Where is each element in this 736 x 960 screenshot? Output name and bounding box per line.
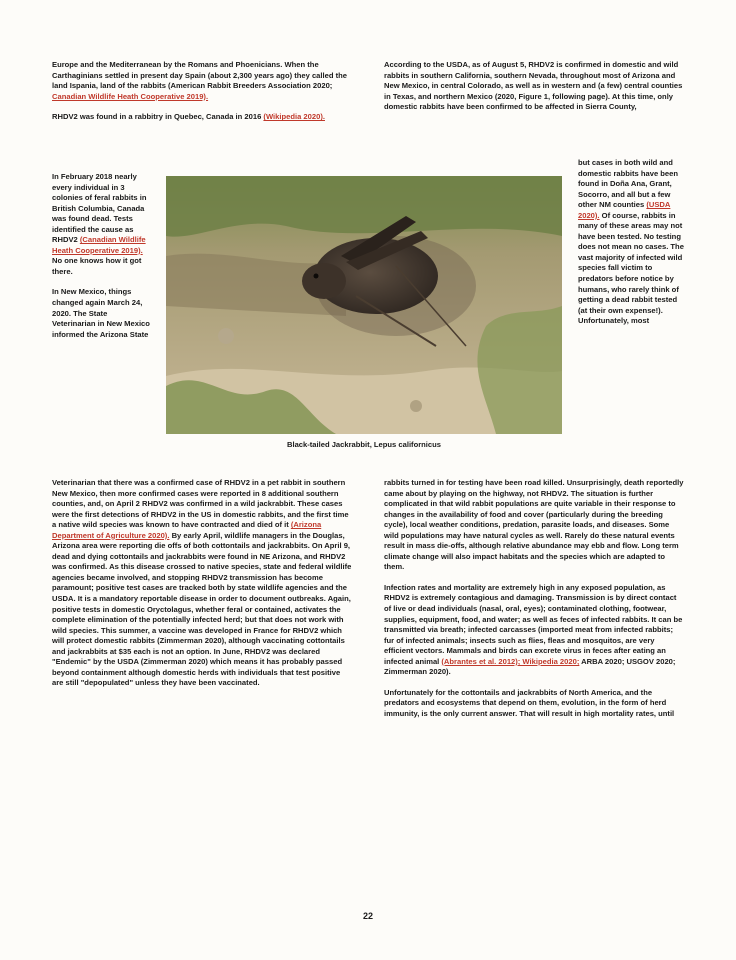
left-column-narrow (52, 172, 152, 350)
link-arizona-agriculture[interactable]: (Arizona Department of Agriculture 2020). (52, 520, 322, 540)
link-abrantes-wikipedia[interactable]: (Abrantes et al. 2012); Wikipedia 2020; (441, 656, 580, 666)
paragraph-infection: Infection rates and mortality are extremely high in any exposed population, as RHDV2 is extremely contagious and damaging. Transmission is by direct contact of live or dead individuals (nasal, oral, eyes); contaminated clothing, footwear, supplies, equipment, food, and water; as well as feces of infected rabbits. It can be transmitted via breath; infected carcasses (imported meat from infected rabbits; fur of infected animals; insects such as flies, fleas and mosquitos, are very efficient vectors. Mammals and birds can excrete virus in feces after eating an infected animal (Abrantes et al. 2012); Wikipedia 2020; ARBA 2020; USGOV 2020; Zimmerman 2020). (384, 582, 683, 677)
left-column-bottom (52, 478, 352, 699)
paragraph-usda: According to the USDA, as of August 5, RHDV2 is confirmed in domestic and wild rabbits in southern California, southern Nevada, throughout most of Arizona and New Mexico, in central Colorado, as well as in western and (a few) central counties in Texas, and northern Mexico (2020, Figure 1, following page). At this time, only domestic rabbits have been confirmed to be affected in Sierra County, (384, 60, 683, 112)
paragraph-herd-immunity: Unfortunately for the cottontails and jackrabbits of North America, and the predators and ecosystems that depend on them, evolution, in the form of herd immunity, is the only current answer. That will result in high mortality rates, until (384, 687, 675, 718)
right-column-narrow (578, 158, 684, 337)
paragraph-veterinarian: Veterinarian that there was a confirmed case of RHDV2 in a pet rabbit in southern New Mexico, then more confirmed cases were reported in 8 additional southern counties, and, on April 2 RHDV2 was confirmed in a wild jackrabbit. These cases were the first detections of RHDV2 in the US in domestic rabbits, and the first time a native wild species was known to have contracted and died of it (Arizona Department of Agriculture 2020). By early April, wildlife managers in the Douglas, Arizona area were reporting die offs of both cottontails and jackrabbits. On April 9, dead and dying cottontails and jackrabbits were found in NE Arizona, and RHDV2 was confirmed. As this disease crossed to native species, state and federal wildlife agencies became involved, and stopping RHDV2 transmission has become paramount; positive test cases are tracked both by state wildlife agencies and the USDA. It is a mandatory reportable disease in order to document outbreaks. Again, positive tests in domestic Oryctolagus, whether feral or contained, activates the complete elimination of the potentially infected herd; but that does not work with wild species. This summer, a vaccine was developed in France for RHDV2 which will protect domestic rabbits (Zimmerman 2020), although vaccinating cottontails and jackrabbits at $35 each is not an option. In June, RHDV2 was declared "Endemic" by the USDA (Zimmerman 2020) which means it has probably passed beyond containment although domestic herds with individuals that test positive are still "depopulated" unless they have been vaccinated. (52, 478, 352, 688)
right-column-bottom (384, 478, 684, 729)
jackrabbit-photo (166, 176, 562, 434)
link-canadian-wildlife-2[interactable]: (Canadian Wildlife Heath Cooperative 2019). (52, 235, 146, 255)
paragraph-british-columbia: In February 2018 nearly every individual in 3 colonies of feral rabbits in British Columbia, Canada was found dead. Tests identified the cause as RHDV2 (Canadian Wildlife Heath Cooperative 2019). No one knows how it got there. (52, 172, 147, 276)
link-wikipedia[interactable]: (Wikipedia 2020). (263, 112, 325, 122)
paragraph-counties: but cases in both wild and domestic rabbits have been found in Doña Ana, Grant, Socorro, and all but a few other NM counties (USDA 2020). Of course, rabbits in many of these areas may not have been tested. No testing does not mean no cases. The vast majority of infected wild species fall victim to predators before notice by humans, who rarely think of getting a dead rabbit tested (at their own expense!). Unfortunately, most (578, 158, 684, 326)
paragraph-quebec: RHDV2 was found in a rabbitry in Quebec, Canada in 2016 (Wikipedia 2020). (52, 112, 325, 122)
page-number: 22 (362, 911, 373, 921)
jackrabbit-image (166, 176, 562, 434)
paragraph-road-kill: rabbits turned in for testing have been road killed. Unsurprisingly, death reportedly came about by playing on the highway, not RHDV2. The situation is further complicated in that wild rabbit populations are quite variable in their response to changes in the availability of food and cover (particularly during the breeding cycle), local weather conditions, predation, parasite loads, and diseases. Some wild populations may have natural cycles as well. Rarely do these natural events result in mass die-offs, although relative abundance may ebb and flow. Long term climate change will also impact habitats and the species which are adapted to them. (384, 478, 684, 572)
link-usda[interactable]: (USDA 2020). (578, 200, 671, 220)
link-canadian-wildlife[interactable]: Canadian Wildlife Heath Cooperative 2019). (52, 91, 209, 101)
paragraph-romans: Europe and the Mediterranean by the Romans and Phoenicians. When the Carthaginians settled in present day Spain (about 2,300 years ago) they called the land Ispania, land of the rabbits (American Rabbit Breeders Association 2020; Canadian Wildlife Heath Cooperative 2019). (52, 60, 347, 101)
left-column-top (52, 60, 352, 133)
paragraph-new-mexico: In New Mexico, things changed again March 24, 2020. The State Veterinarian in New Mexico informed the Arizona State (52, 287, 150, 339)
photo-caption: Black-tailed Jackrabbit, Lepus californicus (286, 440, 442, 449)
right-column-top (384, 60, 684, 123)
